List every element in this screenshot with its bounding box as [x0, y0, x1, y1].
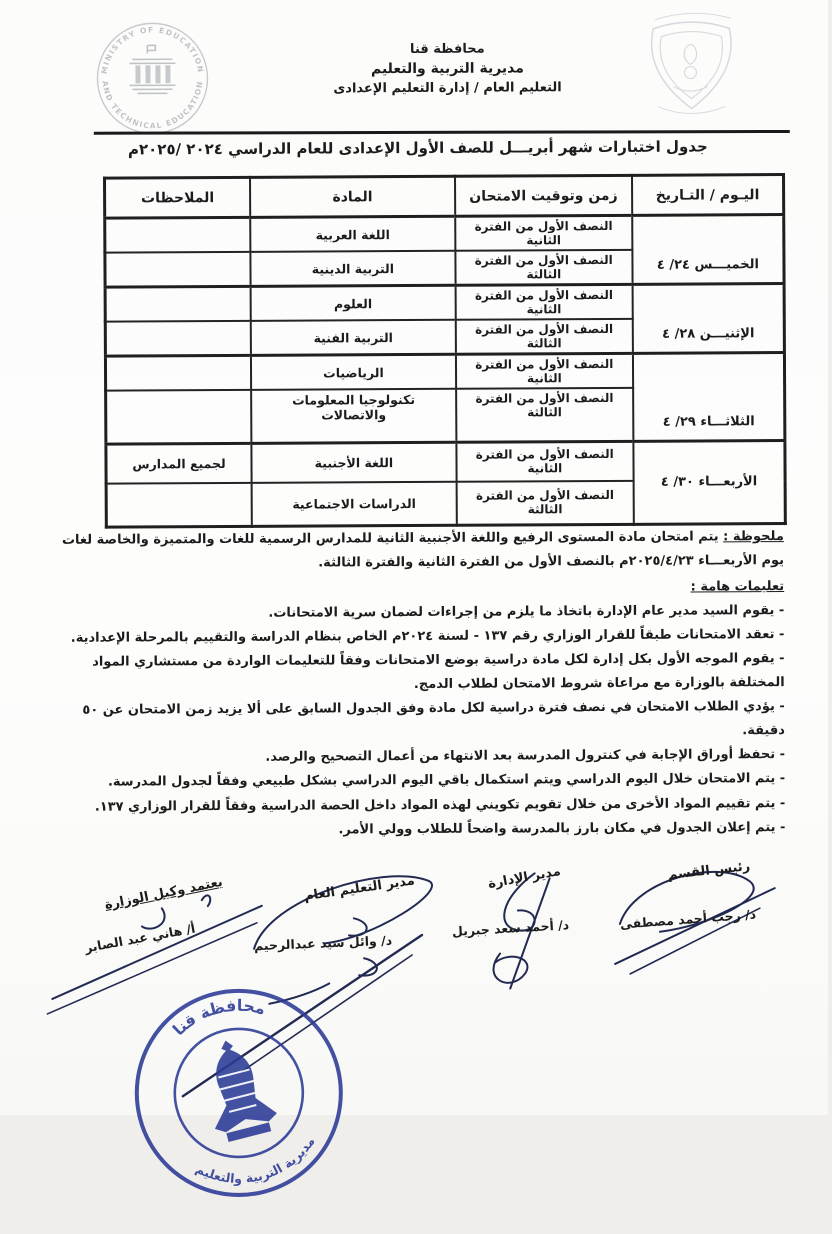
department-name: التعليم العام / إدارة التعليم الإعدادى [333, 80, 562, 97]
horizontal-rule [94, 130, 790, 135]
day-cell: الأربعـــاء ٣٠/ ٤ [633, 440, 785, 524]
signature-name: د/ وائل سيد عبدالرحيم [253, 932, 393, 954]
time-cell: النصف الأول من الفترة الثانية [456, 353, 633, 388]
exam-schedule-table [103, 173, 787, 528]
subject-cell: اللغة العربية [250, 216, 455, 252]
subject-cell: التربية الدينية [250, 251, 455, 287]
signature-title: مدير التعليم العام [303, 873, 416, 905]
time-cell: النصف الأول من الفترة الثالثة [456, 481, 633, 525]
instruction-item: - يؤدي الطلاب الامتحان في نصف فترة دراسية لكل مادة وفق الجدول السابق على ألا يزيد زمن الامتحان عن ٥٠ دقيقة. [82, 699, 785, 739]
note-paragraph [36, 525, 784, 577]
notes-cell [105, 252, 251, 287]
notes-cell [106, 483, 252, 527]
signature-title: رئيس القسم [667, 858, 751, 883]
stamp-eagle-icon [194, 1033, 280, 1145]
signature-title: مدير الإدارة [486, 863, 562, 892]
time-cell: النصف الأول من الفترة الثالثة [456, 319, 633, 354]
notes-cell [105, 355, 251, 390]
seal-text-top: MINISTRY OF EDUCATION [99, 25, 206, 75]
stamp-text-top: محافظة قنا [168, 995, 268, 1040]
notes-cell [105, 321, 251, 356]
signature-name: أ/ هاني عبد الصابر [83, 920, 197, 956]
instructions-label: تعليمات هامة : [690, 579, 785, 595]
day-cell: الثلاثـــاء ٢٩/ ٤ [633, 353, 785, 441]
time-cell: النصف الأول من الفترة الثانية [456, 441, 633, 482]
col-header-notes: الملاحظات [105, 177, 251, 218]
time-cell: النصف الأول من الفترة الثالثة [456, 388, 633, 442]
col-header-subject: المادة [250, 176, 455, 217]
subject-cell: العلوم [251, 285, 456, 321]
note-label: ملحوظة : [723, 529, 784, 545]
seal-text-bottom: AND TECHNICAL EDUCATION [100, 79, 205, 131]
official-stamp [110, 972, 367, 1186]
subject-cell: تكنولوجيا المعلومات والاتصالات [251, 389, 456, 443]
notes-cell [105, 217, 251, 252]
stamp-text-bottom: مديرية التربية والتعليم [193, 1134, 318, 1186]
signature-administration-director [440, 858, 621, 1009]
subject-cell: اللغة الأجنبية [251, 442, 456, 483]
note-text: يتم امتحان مادة المستوى الرفيع واللغة الأجنبية الثانية للمدارس الرسمية للغات والمتميزة والخاصة لغات يوم الأربعـــاء ٢٠٢٥/٤/٢٣م بالنصف الأول من الفترة الثانية والفترة الثالثة. [61, 529, 785, 571]
signature-name: د/ رجب أحمد مصطفى [619, 906, 757, 932]
day-cell: الإثنيـــن ٢٨/ ٤ [632, 284, 784, 354]
instruction-item: - يقوم الموجه الأول بكل إدارة لكل مادة دراسية بوضع الامتحانات وفقاً للتعليمات الواردة من مستشاري المواد المختلفة بالوزارة مع مراعاة شروط الامتحان لطلاب الدمج. [92, 651, 785, 693]
notes-cell: لجميع المدارس [106, 443, 252, 484]
notes-cell [105, 286, 251, 321]
time-cell: النصف الأول من الفترة الثانية [455, 284, 632, 319]
subject-cell: الدراسات الاجتماعية [252, 482, 457, 526]
time-cell: النصف الأول من الفترة الثالثة [455, 250, 632, 285]
signature-title: يعتمد وكيل الوزارة [103, 874, 225, 913]
col-header-time: زمن وتوقيت الامتحان [455, 175, 632, 216]
col-header-day: اليـوم / التـاريخ [632, 175, 784, 216]
document-header [117, 40, 777, 97]
subject-cell: التربية الفنية [251, 320, 456, 356]
instruction-item: - تعقد الامتحانات طبقاً للقرار الوزاري رقم ١٣٧ - لسنة ٢٠٢٤م الخاص بنظام الدراسة والتقييم بالمرحلة الإعدادية. [70, 627, 785, 646]
instruction-item: - يقوم السيد مدير عام الإدارة باتخاذ ما يلزم من إجراءات لضمان سرية الامتحانات. [268, 603, 785, 621]
notes-and-instructions [36, 525, 786, 844]
governorate-name: محافظة قنا [410, 41, 485, 58]
document-title: جدول اختبارات شهر أبريـــل للصف الأول الإعدادى للعام الدراسي ٢٠٢٤ /٢٠٢٥م [127, 137, 708, 159]
signature-section-head [590, 853, 811, 1004]
notes-cell [106, 390, 252, 444]
instruction-item: - تحفظ أوراق الإجابة في كنترول المدرسة بعد الانتهاء من أعمال التصحيح والرصد. [265, 747, 786, 766]
instruction-item: - يتم تقييم المواد الأخرى من خلال تقويم تكويني لهذه المواد داخل الحصة الدراسية وفقاً للقرار الوزاري ١٣٧. [94, 795, 786, 815]
instruction-item: - يتم الامتحان خلال اليوم الدراسي ويتم استكمال باقي اليوم الدراسي بشكل طبيعي وفقاً لجدول المدرسة. [107, 771, 786, 791]
directorate-name: مديرية التربية والتعليم [370, 60, 524, 78]
day-cell: الخميـــس ٢٤/ ٤ [632, 215, 784, 285]
subject-cell: الرياضيات [251, 354, 456, 390]
instruction-item: - يتم إعلان الجدول في مكان بارز بالمدرسة واضحاً للطلاب وولي الأمر. [338, 819, 786, 837]
time-cell: النصف الأول من الفترة الثانية [455, 215, 632, 250]
signature-name: د/ أحمد سعد جبريل [451, 917, 570, 939]
